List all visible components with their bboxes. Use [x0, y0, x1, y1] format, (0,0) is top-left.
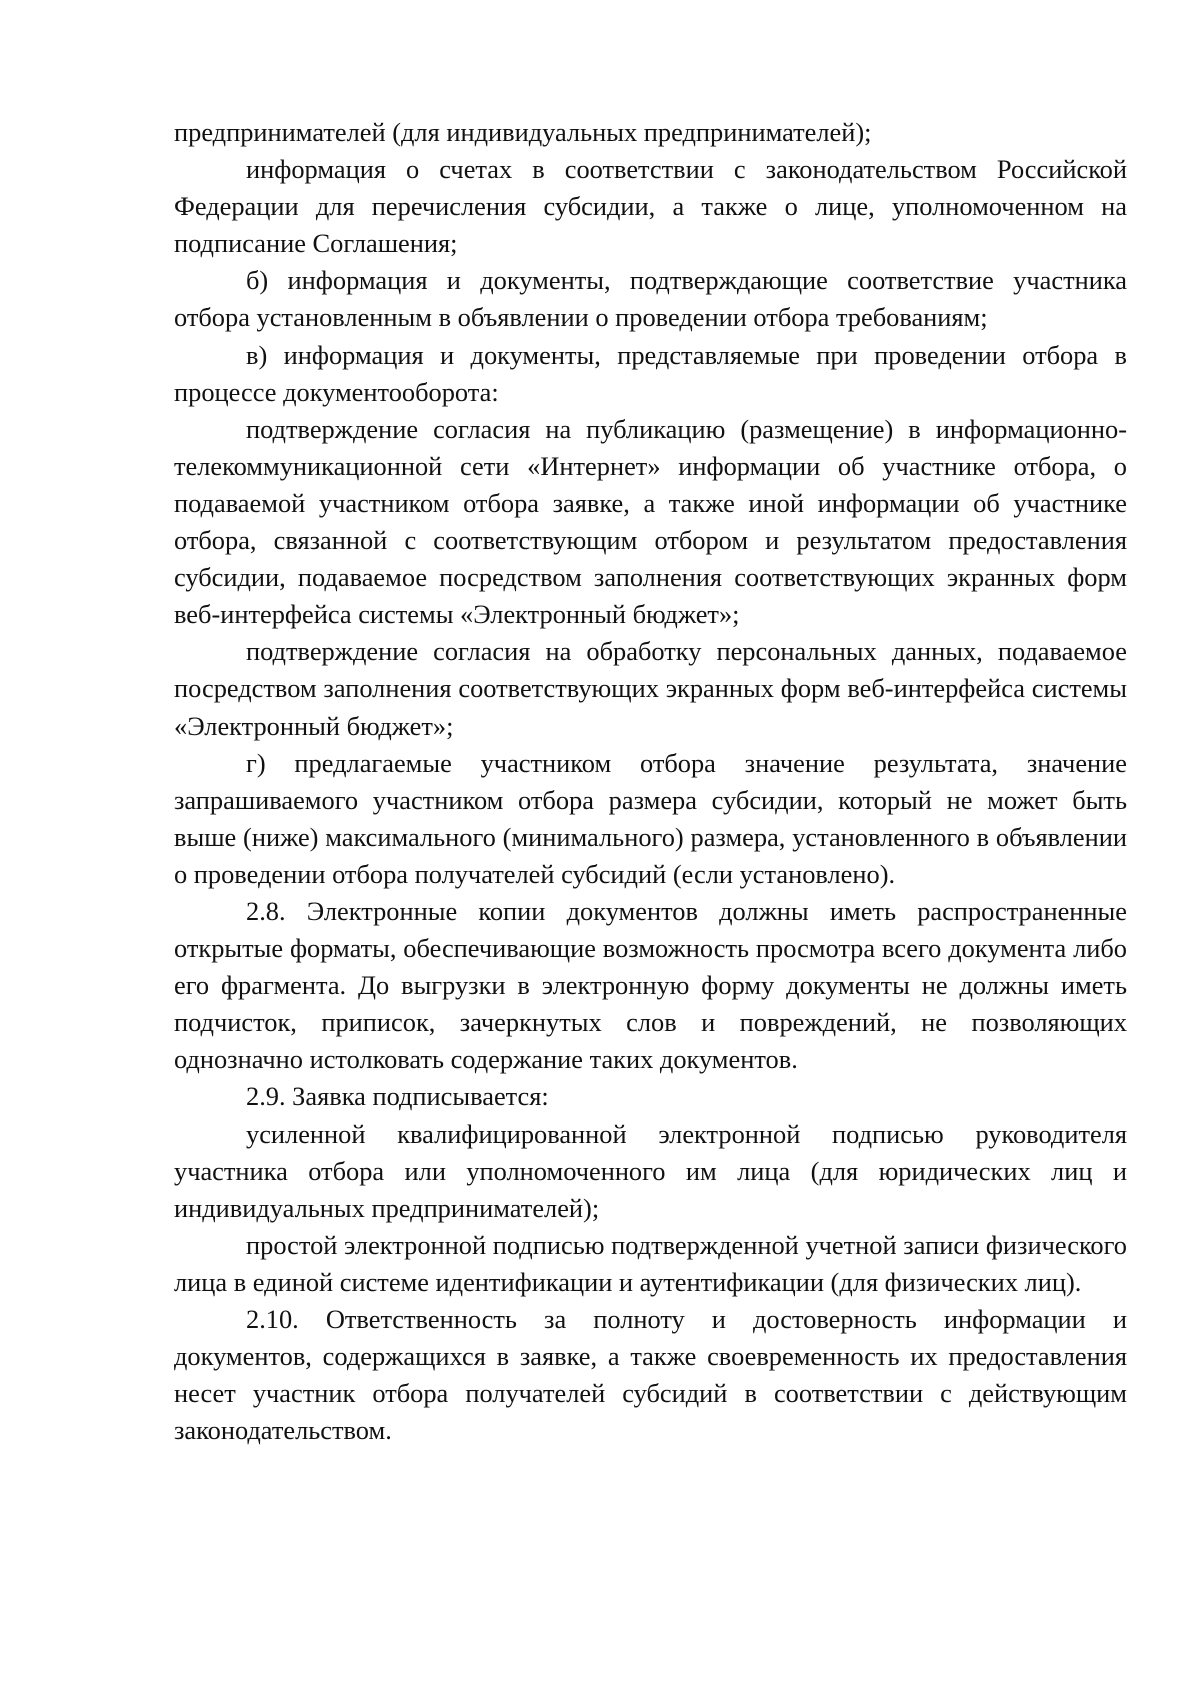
paragraph-section-2-10: 2.10. Ответственность за полноту и достоверность информации и документов, содержащихся в заявке, а также своевременность их предоставления несет участник отбора получателей субсидий в соответствии с действующим законодательством. — [174, 1304, 1127, 1446]
paragraph-continuation: предпринимателей (для индивидуальных предпринимателей); — [174, 117, 872, 147]
paragraph-account-info: информация о счетах в соответствии с законодательством Российской Федерации для перечисления субсидии, а также о лице, уполномоченном на подписание Соглашения; — [174, 154, 1127, 259]
document-page — [174, 114, 1127, 1449]
paragraph-publication-consent: подтверждение согласия на публикацию (размещение) в информационно-телекоммуникационной сети «Интернет» информации об участнике отбора, о подаваемой участником отбора заявке, а также иной информации об участнике отбора, связанной с соответствующим отбором и результатом предоставления субсидии, подаваемое посредством заполнения соответствующих экранных форм веб-интерфейса системы «Электронный бюджет»; — [174, 413, 1127, 630]
paragraph-qualified-signature: усиленной квалифицированной электронной подписью руководителя участника отбора или уполномоченного им лица (для юридических лиц и индивидуальных предпринимателей); — [174, 1118, 1127, 1223]
paragraph-section-2-8: 2.8. Электронные копии документов должны иметь распространенные открытые форматы, обеспечивающие возможность просмотра всего документа либо его фрагмента. До выгрузки в электронную форму документы не должны иметь подчисток, приписок, зачеркнутых слов и повреждений, не позволяющих однозначно истолковать содержание таких документов. — [174, 895, 1127, 1075]
paragraph-personal-data-consent: подтверждение согласия на обработку персональных данных, подаваемое посредством заполнения соответствующих экранных форм веб-интерфейса системы «Электронный бюджет»; — [174, 636, 1127, 741]
paragraph-item-v: в) информация и документы, представляемые при проведении отбора в процессе документооборота: — [174, 339, 1127, 407]
paragraph-item-g: г) предлагаемые участником отбора значение результата, значение запрашиваемого участником отбора размера субсидии, который не может быть выше (ниже) максимального (минимального) размера, установленного в объявлении о проведении отбора получателей субсидий (если установлено). — [174, 747, 1127, 889]
paragraph-section-2-9: 2.9. Заявка подписывается: — [246, 1081, 549, 1112]
paragraph-simple-signature: простой электронной подписью подтвержденной учетной записи физического лица в единой системе идентификации и аутентификации (для физических лиц). — [174, 1229, 1127, 1297]
paragraph-item-b: б) информация и документы, подтверждающие соответствие участника отбора установленным в объявлении о проведении отбора требованиям; — [174, 265, 1127, 333]
